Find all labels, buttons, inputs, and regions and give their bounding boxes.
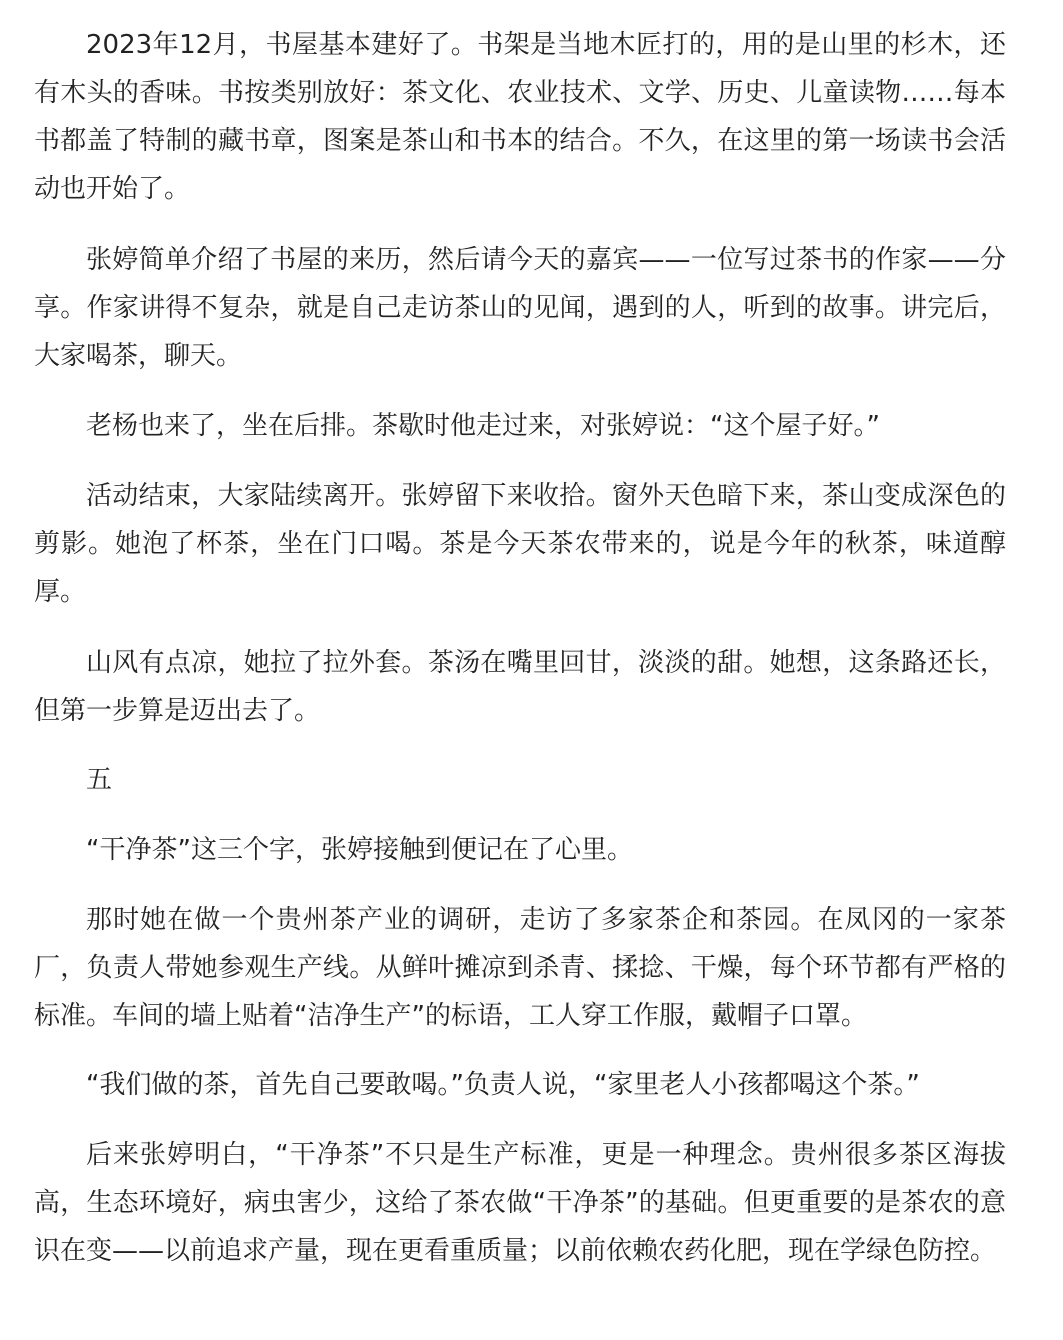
paragraph-event-ends: 活动结束，大家陆续离开。张婷留下来收拾。窗外天色暗下来，茶山变成深色的剪影。她泡了杯茶，坐在门口喝。茶是今天茶农带来的，说是今年的秋茶，味道醇厚。 — [34, 481, 1006, 607]
paragraph-clean-tea: “干净茶”这三个字，张婷接触到便记在了心里。 — [86, 835, 633, 865]
paragraph-clean-tea-idea: 后来张婷明白，“干净茶”不只是生产标准，更是一种理念。贵州很多茶区海拔高，生态环境好，病虫害少，这给了茶农做“干净茶”的基础。但更重要的是茶农的意识在变——以前追求产量，现在更看重质量；以前依赖农药化肥，现在学绿色防控。 — [34, 1140, 1006, 1266]
paragraph-bookhouse-built: 2023年12月，书屋基本建好了。书架是当地木匠打的，用的是山里的杉木，还有木头的香味。书按类别放好：茶文化、农业技术、文学、历史、儿童读物……每本书都盖了特制的藏书章，图案是茶山和书本的结合。不久，在这里的第一场读书会活动也开始了。 — [34, 30, 1006, 204]
paragraph-mountain-wind: 山风有点凉，她拉了拉外套。茶汤在嘴里回甘，淡淡的甜。她想，这条路还长，但第一步算是迈出去了。 — [34, 648, 1006, 726]
paragraph-reading-event: 张婷简单介绍了书屋的来历，然后请今天的嘉宾——一位写过茶书的作家——分享。作家讲得不复杂，就是自己走访茶山的见闻，遇到的人，听到的故事。讲完后，大家喝茶，聊天。 — [34, 245, 1006, 371]
paragraph-old-yang: 老杨也来了，坐在后排。茶歇时他走过来，对张婷说：“这个屋子好。” — [86, 411, 880, 441]
section-heading-five: 五 — [86, 765, 113, 795]
paragraph-manager-quote: “我们做的茶，首先自己要敢喝。”负责人说，“家里老人小孩都喝这个茶。” — [86, 1070, 920, 1100]
paragraph-research-visit: 那时她在做一个贵州茶产业的调研，走访了多家茶企和茶园。在凤冈的一家茶厂，负责人带她参观生产线。从鲜叶摊凉到杀青、揉捻、干燥，每个环节都有严格的标准。车间的墙上贴着“洁净生产”的标语，工人穿工作服，戴帽子口罩。 — [34, 905, 1006, 1031]
